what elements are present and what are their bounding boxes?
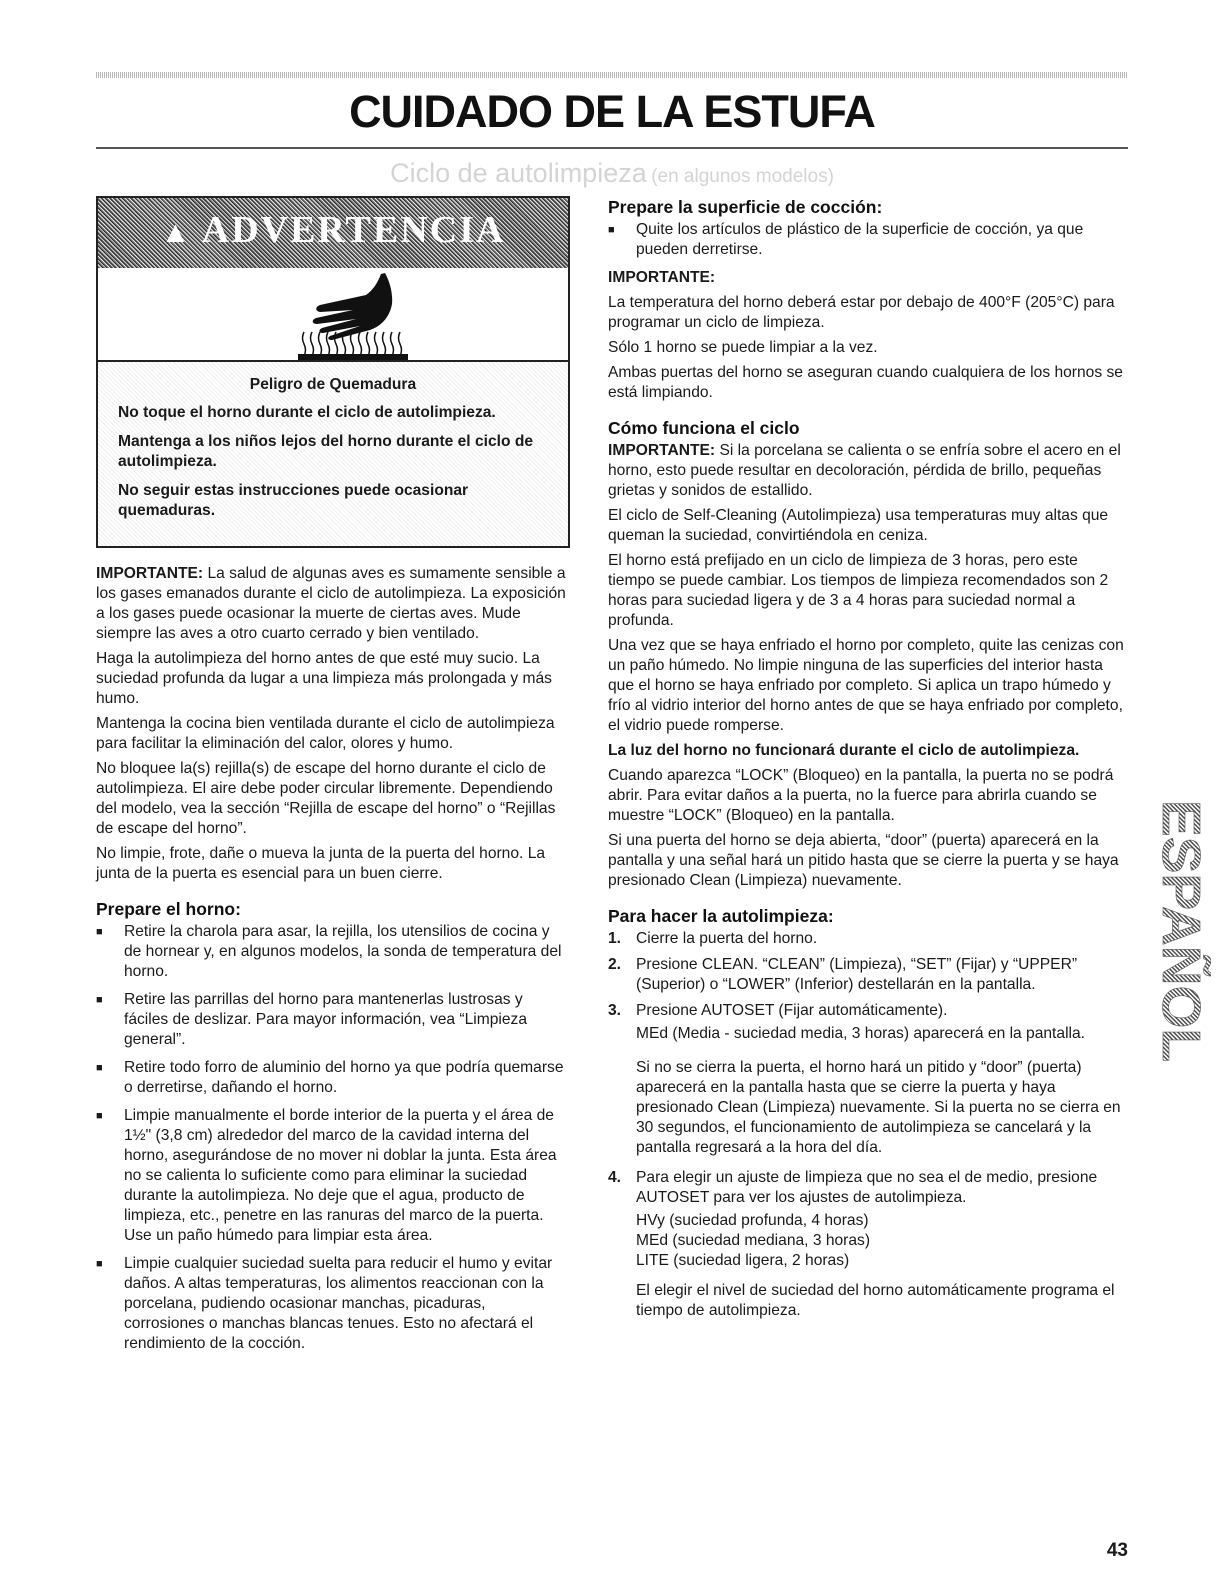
step-number: 4. [608, 1169, 622, 1186]
warning-line: Mantenga a los niños lejos del horno durante el ciclo de autolimpieza. [118, 433, 534, 470]
subtitle-main: Ciclo de autolimpieza [390, 158, 647, 188]
bullet-square-icon: ■ [96, 926, 103, 938]
step-detail: Si no se cierra la puerta, el horno hará un pitido y “door” (puerta) aparecerá en la pantalla hasta que se cierre la puerta y haya presionado Clean (Limpieza) nuevamente. Si la puerta no se cierra en 30 segundos, el funcionamiento de autolimpieza se cancelará y la pantalla regresará a la hora del día. [636, 1059, 1121, 1156]
step-text: Cierre la puerta del horno. [636, 930, 818, 947]
left-column [96, 564, 570, 1362]
warning-body [98, 360, 568, 546]
subtitle-small: (en algunos modelos) [651, 166, 834, 187]
step-text: Presione CLEAN. “CLEAN” (Limpieza), “SET” (Fijar) y “UPPER” (Superior) o “LOWER” (Inferior) destellarán en la pantalla. [636, 956, 1078, 993]
page-number: 43 [1106, 1540, 1128, 1561]
top-rule [96, 72, 1128, 78]
step-detail: MEd (Media - suciedad media, 3 horas) aparecerá en la pantalla. [636, 1025, 1085, 1042]
section-subtitle [96, 158, 1128, 189]
burn-hazard-icon-area [98, 268, 568, 360]
page-title: CUIDADO DE LA ESTUFA [349, 86, 875, 137]
important-label: IMPORTANTE: [96, 565, 204, 582]
important-label: IMPORTANTE: [608, 269, 716, 286]
list-item [96, 1058, 570, 1098]
important-paragraph [96, 564, 570, 644]
right-column [608, 196, 1128, 1326]
step-number: 2. [608, 956, 622, 973]
important-paragraph [608, 441, 1128, 501]
warning-line: No seguir estas instrucciones puede ocasionar quemaduras. [118, 482, 469, 519]
self-clean-steps-heading: Para hacer la autolimpieza: [608, 906, 834, 926]
how-cycle-works-heading: Cómo funciona el ciclo [608, 418, 800, 438]
list-item [96, 990, 570, 1050]
paragraph: El horno está prefijado en un ciclo de limpieza de 3 horas, pero este tiempo se puede cambiar. Los tiempos de limpieza recomendados son 2 horas para suciedad ligera y de 3 a 4 horas para suciedad normal a profunda. [608, 552, 1109, 629]
important-label: IMPORTANTE: [608, 442, 716, 459]
side-label-text: ESPAÑOL [1151, 800, 1211, 1058]
step-item [608, 955, 1128, 995]
step-text: Presione AUTOSET (Fijar automáticamente). [636, 1002, 948, 1019]
oven-light-note: La luz del horno no funcionará durante el ciclo de autolimpieza. [608, 742, 1080, 759]
step-text: Para elegir un ajuste de limpieza que no sea el de medio, presione AUTOSET para ver los ajustes de autolimpieza. [636, 1169, 1098, 1206]
paragraph: Haga la autolimpieza del horno antes de que esté muy sucio. La suciedad profunda da lugar a una limpieza más prolongada y más humo. [96, 650, 552, 707]
step-item [608, 1001, 1128, 1021]
paragraph: Si una puerta del horno se deja abierta, “door” (puerta) aparecerá en la pantalla y una señal hará un pitido hasta que se cierre la puerta y se haya presionado Clean (Limpieza) nuevamente. [608, 832, 1119, 889]
side-language-label [1139, 800, 1211, 1070]
soil-levels: HVy (suciedad profunda, 4 horas) MEd (suciedad mediana, 3 horas) LITE (suciedad ligera, 2 horas) [636, 1212, 871, 1269]
list-item-text: Retire la charola para asar, la rejilla, los utensilios de cocina y de hornear y, en algunos modelos, la sonda de temperatura del horno. [124, 923, 562, 980]
hot-surface-hand-icon [98, 268, 568, 360]
important-text: La salud de algunas aves es sumamente sensible a los gases emanados durante el ciclo de autolimpieza. La exposición a los gases puede ocasionar la muerte de ciertas aves. Mude siempre las aves a otro cuarto cerrado y bien ventilado. [96, 565, 566, 642]
prepare-surface-heading: Prepare la superficie de cocción: [608, 197, 883, 217]
warning-triangle-icon: ▲ [160, 216, 193, 249]
list-item-text: Quite los artículos de plástico de la superficie de cocción, ya que pueden derretirse. [636, 221, 1084, 258]
list-item-text: Retire todo forro de aluminio del horno ya que podría quemarse o derretirse, dañando el horno. [124, 1059, 564, 1096]
paragraph: Sólo 1 horno se puede limpiar a la vez. [608, 339, 878, 356]
step-details [608, 1211, 1128, 1321]
warning-banner [98, 198, 568, 268]
important-text: Si la porcelana se calienta o se enfría sobre el acero en el horno, esto puede resultar en decoloración, pérdida de brillo, pequeñas grietas y sonidos de estallido. [608, 442, 1121, 499]
title-rule [96, 147, 1128, 149]
paragraph: Mantenga la cocina bien ventilada durante el ciclo de autolimpieza para facilitar la eliminación del calor, olores y humo. [96, 715, 555, 752]
bullet-square-icon: ■ [96, 1110, 103, 1122]
warning-box [96, 196, 570, 548]
warning-line: No toque el horno durante el ciclo de autolimpieza. [118, 404, 496, 421]
paragraph: Una vez que se haya enfriado el horno por completo, quite las cenizas con un paño húmedo. No limpie ninguna de las superficies del interior hasta que el horno se haya enfriado por completo. Si aplica un trapo húmedo y frío al vidrio interior del horno antes de que se haya enfriado por completo, el vidrio puede romperse. [608, 637, 1124, 734]
warning-banner-text [98, 208, 568, 252]
step-number: 3. [608, 1002, 622, 1019]
list-item [96, 922, 570, 982]
step-item [608, 929, 1128, 949]
step-detail: El elegir el nivel de suciedad del horno automáticamente programa el tiempo de autolimpieza. [636, 1282, 1115, 1319]
bullet-square-icon: ■ [608, 224, 615, 236]
list-item-text: Limpie cualquier suciedad suelta para reducir el humo y evitar daños. A altas temperaturas, los alimentos reaccionan con la porcelana, pudiendo ocasionar manchas, picaduras, corrosiones o manchas blancas tenues. Esto no afectará el rendimiento de la cocción. [124, 1255, 553, 1352]
list-item [96, 1254, 570, 1354]
paragraph: El ciclo de Self-Cleaning (Autolimpieza) usa temperaturas muy altas que queman la suciedad, convirtiéndola en ceniza. [608, 507, 1109, 544]
hazard-title: Peligro de Quemadura [249, 376, 417, 393]
step-item [608, 1168, 1128, 1208]
step-number: 1. [608, 930, 622, 947]
prepare-oven-heading: Prepare el horno: [96, 899, 241, 919]
paragraph: No limpie, frote, dañe o mueva la junta de la puerta del horno. La junta de la puerta es esencial para un buen cierre. [96, 845, 546, 882]
step-details [608, 1024, 1128, 1158]
paragraph: Ambas puertas del horno se aseguran cuando cualquiera de los hornos se está limpiando. [608, 364, 1123, 401]
bullet-square-icon: ■ [96, 994, 103, 1006]
warning-banner-label: ADVERTENCIA [201, 209, 506, 251]
bullet-square-icon: ■ [96, 1062, 103, 1074]
paragraph: La temperatura del horno deberá estar por debajo de 400°F (205°C) para programar un ciclo de limpieza. [608, 294, 1115, 331]
paragraph: No bloquee la(s) rejilla(s) de escape del horno durante el ciclo de autolimpieza. El aire debe poder circular libremente. Dependiendo del modelo, vea la sección “Rejilla de escape del horno” o “Rejillas de escape del horno”. [96, 760, 556, 837]
list-item [96, 1106, 570, 1246]
list-item-text: Limpie manualmente el borde interior de la puerta y el área de 1½" (3,8 cm) alrededor del marco de la cavidad interna del horno, asegurándose de no mover ni doblar la junta. Esta área no se calienta lo suficiente como para eliminar la suciedad durante la autolimpieza. No deje que el agua, producto de limpieza, etc., penetre en las ranuras del marco de la puerta. Use un paño húmedo para limpiar esta área. [124, 1107, 557, 1244]
list-item [608, 220, 1128, 260]
bullet-square-icon: ■ [96, 1258, 103, 1270]
paragraph: Cuando aparezca “LOCK” (Bloqueo) en la pantalla, la puerta no se podrá abrir. Para evitar daños a la puerta, no la fuerce para abrirla cuando se muestre “LOCK” (Bloqueo) en la pantalla. [608, 767, 1114, 824]
list-item-text: Retire las parrillas del horno para mantenerlas lustrosas y fáciles de deslizar. Para mayor información, vea “Limpieza general”. [124, 991, 528, 1048]
